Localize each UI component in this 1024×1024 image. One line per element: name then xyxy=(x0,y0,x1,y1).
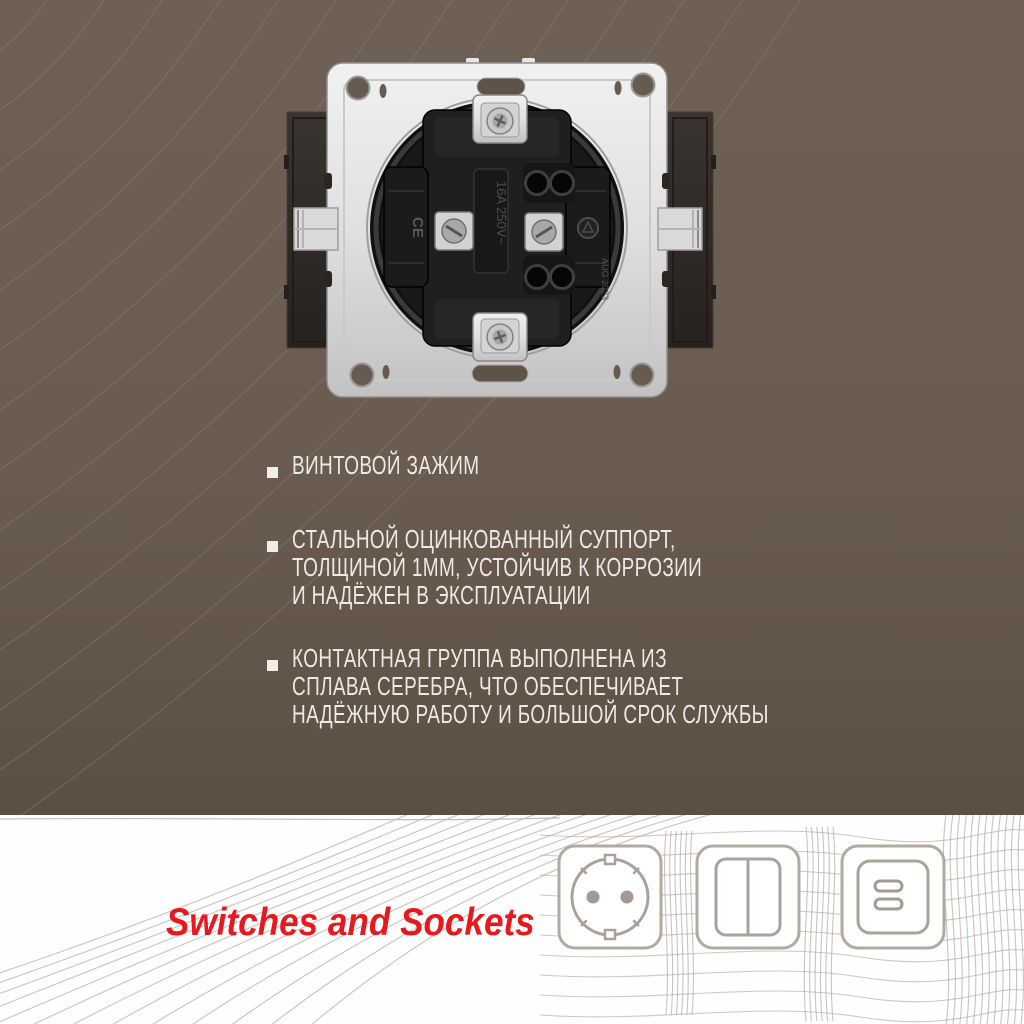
feature-item xyxy=(267,451,945,479)
schuko-socket-icon xyxy=(555,842,665,952)
rating-label xyxy=(474,169,509,273)
terminal-screw-left xyxy=(435,212,473,250)
feature-text: СПЛАВА СЕРЕБРА, ЧТО ОБЕСПЕЧИВАЕТ xyxy=(292,671,684,701)
ce-mark: CE xyxy=(409,217,426,238)
bullet-square-icon xyxy=(267,541,278,552)
double-switch-icon xyxy=(693,842,803,952)
feature-text: ТОЛЩИНОЙ 1ММ, УСТОЙЧИВ К КОРРОЗИИ xyxy=(292,552,703,582)
bottom-clamp xyxy=(473,313,527,361)
wall-claw-left xyxy=(294,208,338,250)
feature-item xyxy=(267,644,945,728)
terminal-screw-right xyxy=(525,213,563,251)
feature-list xyxy=(267,451,945,728)
wall-claw-right xyxy=(658,208,702,250)
bullet-square-icon xyxy=(267,660,278,671)
top-clamp xyxy=(473,95,527,143)
feature-item xyxy=(267,525,945,609)
feature-text: СТАЛЬНОЙ ОЦИНКОВАННЫЙ СУППОРТ, xyxy=(292,524,676,554)
footer-section xyxy=(0,815,1024,1024)
svg-text:16A 250V~: 16A 250V~ xyxy=(494,181,509,245)
date-code: AUG 2023 xyxy=(600,258,610,301)
certification-emblem xyxy=(578,218,598,238)
usb-socket-icon xyxy=(838,842,948,952)
feature-text: И НАДЁЖЕН В ЭКСПЛУАТАЦИИ xyxy=(292,580,591,610)
brand-tagline: Switches and Sockets xyxy=(166,901,535,944)
bullet-square-icon xyxy=(267,467,278,478)
feature-text: НАДЁЖНУЮ РАБОТУ И БОЛЬШОЙ СРОК СЛУЖБЫ xyxy=(292,699,769,729)
product-photo xyxy=(280,55,720,405)
feature-text: ВИНТОВОЙ ЗАЖИМ xyxy=(292,450,480,480)
feature-text: КОНТАКТНАЯ ГРУППА ВЫПОЛНЕНА ИЗ xyxy=(292,643,667,673)
